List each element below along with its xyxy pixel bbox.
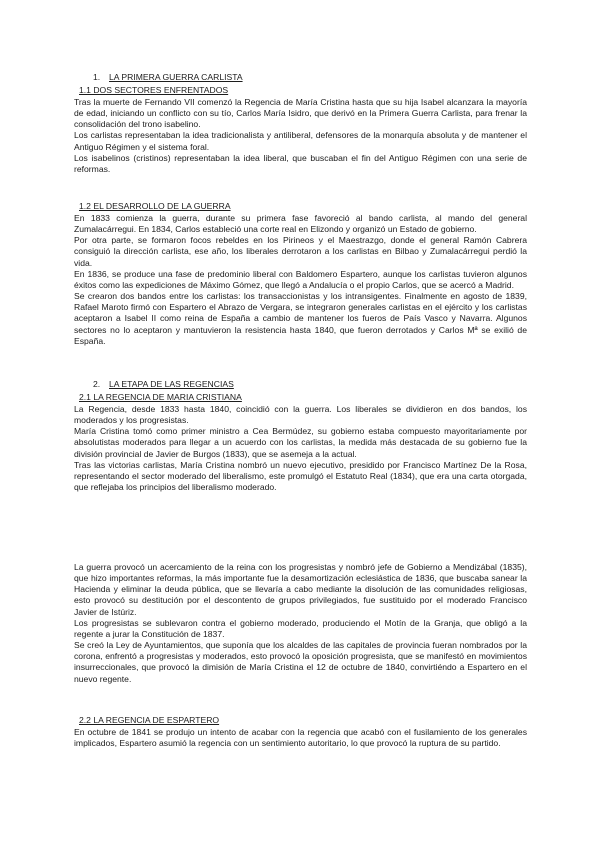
paragraph: Se creó la Ley de Ayuntamientos, que suponía que los alcaldes de las capitales de provincia fueran nombrados por la corona, enfrentó a progresistas y moderados, esto provocó la oposición progresista, que se manifestó en movimientos insurreccionales, que provocó la dimisión de María Cristina el 12 de octubre de 1840, convirtiéndo a Espartero en el nuevo regente.	[74, 640, 527, 684]
subsection-heading-1-1: 1.1 DOS SECTORES ENFRENTADOS	[79, 85, 229, 95]
paragraph: Por otra parte, se formaron focos rebeldes en los Pirineos y el Maestrazgo, donde el general Ramón Cabrera consiguió la dirección carlista, ese año, los liberales derrotaron a los carlistas en Bilbao y Zumalacárregui perdió la vida.	[74, 235, 527, 268]
paragraph: La guerra provocó un acercamiento de la reina con los progresistas y nombró jefe de Gobierno a Mendizábal (1835), que hizo importantes reformas, la más importante fue la desamortización eclesiástica de 1836, que buscaba sanear la Hacienda y eliminar la deuda pública, que se llevaría a cabo mediante la disolución de las comunidades religiosas, esto provocó su destitución por el descontento de grupos privilegiados, fue sustituido por el moderado Francisco Javier de Istúriz.	[74, 562, 527, 617]
section-title: LA PRIMERA GUERRA CARLISTA	[109, 72, 243, 82]
section-heading-1	[93, 72, 243, 83]
subsection-heading-1-2: 1.2 EL DESARROLLO DE LA GUERRA	[79, 201, 231, 211]
paragraph: En octubre de 1841 se produjo un intento de acabar con la regencia que acabó con el fusilamiento de los generales implicados, Espartero asumió la regencia con un sentimiento autoritario, lo que provocó la ruptura de su partido.	[74, 727, 527, 749]
paragraph: Tras las victorias carlistas, María Cristina nombró un nuevo ejecutivo, presidido por Francisco Martínez De la Rosa, representando el sector moderado del liberalismo, este promulgó el Estatuto Real (1834), que era una carta otorgada, que reflejaba los principios del liberalismo moderado.	[74, 459, 527, 493]
section-title: LA ETAPA DE LAS REGENCIAS	[109, 379, 234, 389]
paragraph: Los progresistas se sublevaron contra el gobierno moderado, produciendo el Motín de la Granja, que obligó a la regente a jurar la Constitución de 1837.	[74, 617, 527, 639]
subsection-body-1-1	[74, 97, 527, 175]
paragraph: Los carlistas representaban la idea tradicionalista y antiliberal, defensores de la monarquía absoluta y de mantener el Antiguo Régimen y el sistema foral.	[74, 130, 527, 152]
section-number: 1.	[93, 72, 101, 82]
subsection-body-2-1a	[74, 404, 527, 493]
section-number: 2.	[93, 379, 101, 389]
paragraph: En 1836, se produce una fase de predominio liberal con Baldomero Espartero, aunque los carlistas tuvieron algunos éxitos como las expediciones de Máximo Gómez, que llegó a Andalucía o el propio Carlos, que se acercó a Madrid.	[74, 268, 527, 290]
subsection-heading-2-1: 2.1 LA REGENCIA DE MARIA CRISTIANA	[79, 392, 242, 402]
paragraph: Se crearon dos bandos entre los carlistas: los transaccionistas y los intransigentes. Finalmente en agosto de 1839, Rafael Maroto firmó con Espartero el Abrazo de Vergara, se integraron generales carlistas en el ejército y los carlistas aceptaron a Isabel II como reina de España a cambio de mantener los fueros de País Vasco y Navarra. Algunos sectores no lo aceptaron y mantuvieron la resistencia hasta 1840, que fueron derrotados y Carlos Mª se exilió de España.	[74, 291, 527, 346]
section-heading-2	[93, 379, 234, 390]
paragraph: Los isabelinos (cristinos) representaban la idea liberal, que buscaban el fin del Antiguo Régimen con una serie de reformas.	[74, 152, 527, 174]
subsection-body-2-1b	[74, 562, 527, 685]
paragraph: La Regencia, desde 1833 hasta 1840, coincidió con la guerra. Los liberales se dividieron en dos bandos, los moderados y los progresistas.	[74, 404, 527, 426]
subsection-body-1-2	[74, 213, 527, 347]
paragraph: Tras la muerte de Fernando VII comenzó la Regencia de María Cristina hasta que su hija Isabel alcanzara la mayoría de edad, iniciando un conflicto con su tío, Carlos María Isidro, que derivó en la Primera Guerra Carlista, para frenar la consolidación del trono isabelino.	[74, 97, 527, 130]
paragraph: En 1833 comienza la guerra, durante su primera fase favoreció al bando carlista, al mando del general Zumalacárregui. En 1834, Carlos estableció una corte real en Elizondo y organizó un Estado de gobierno.	[74, 213, 527, 235]
paragraph: María Cristina tomó como primer ministro a Cea Bermúdez, su gobierno estaba compuesto mayoritariamente por absolutistas moderados para llegar a un acuerdo con los carlistas, la medida más destacada de su gobierno fue la división provincial de Javier de Burgos (1833), que se asemeja a la actual.	[74, 426, 527, 459]
subsection-body-2-2	[74, 727, 527, 749]
subsection-heading-2-2: 2.2 LA REGENCIA DE ESPARTERO	[79, 715, 220, 725]
